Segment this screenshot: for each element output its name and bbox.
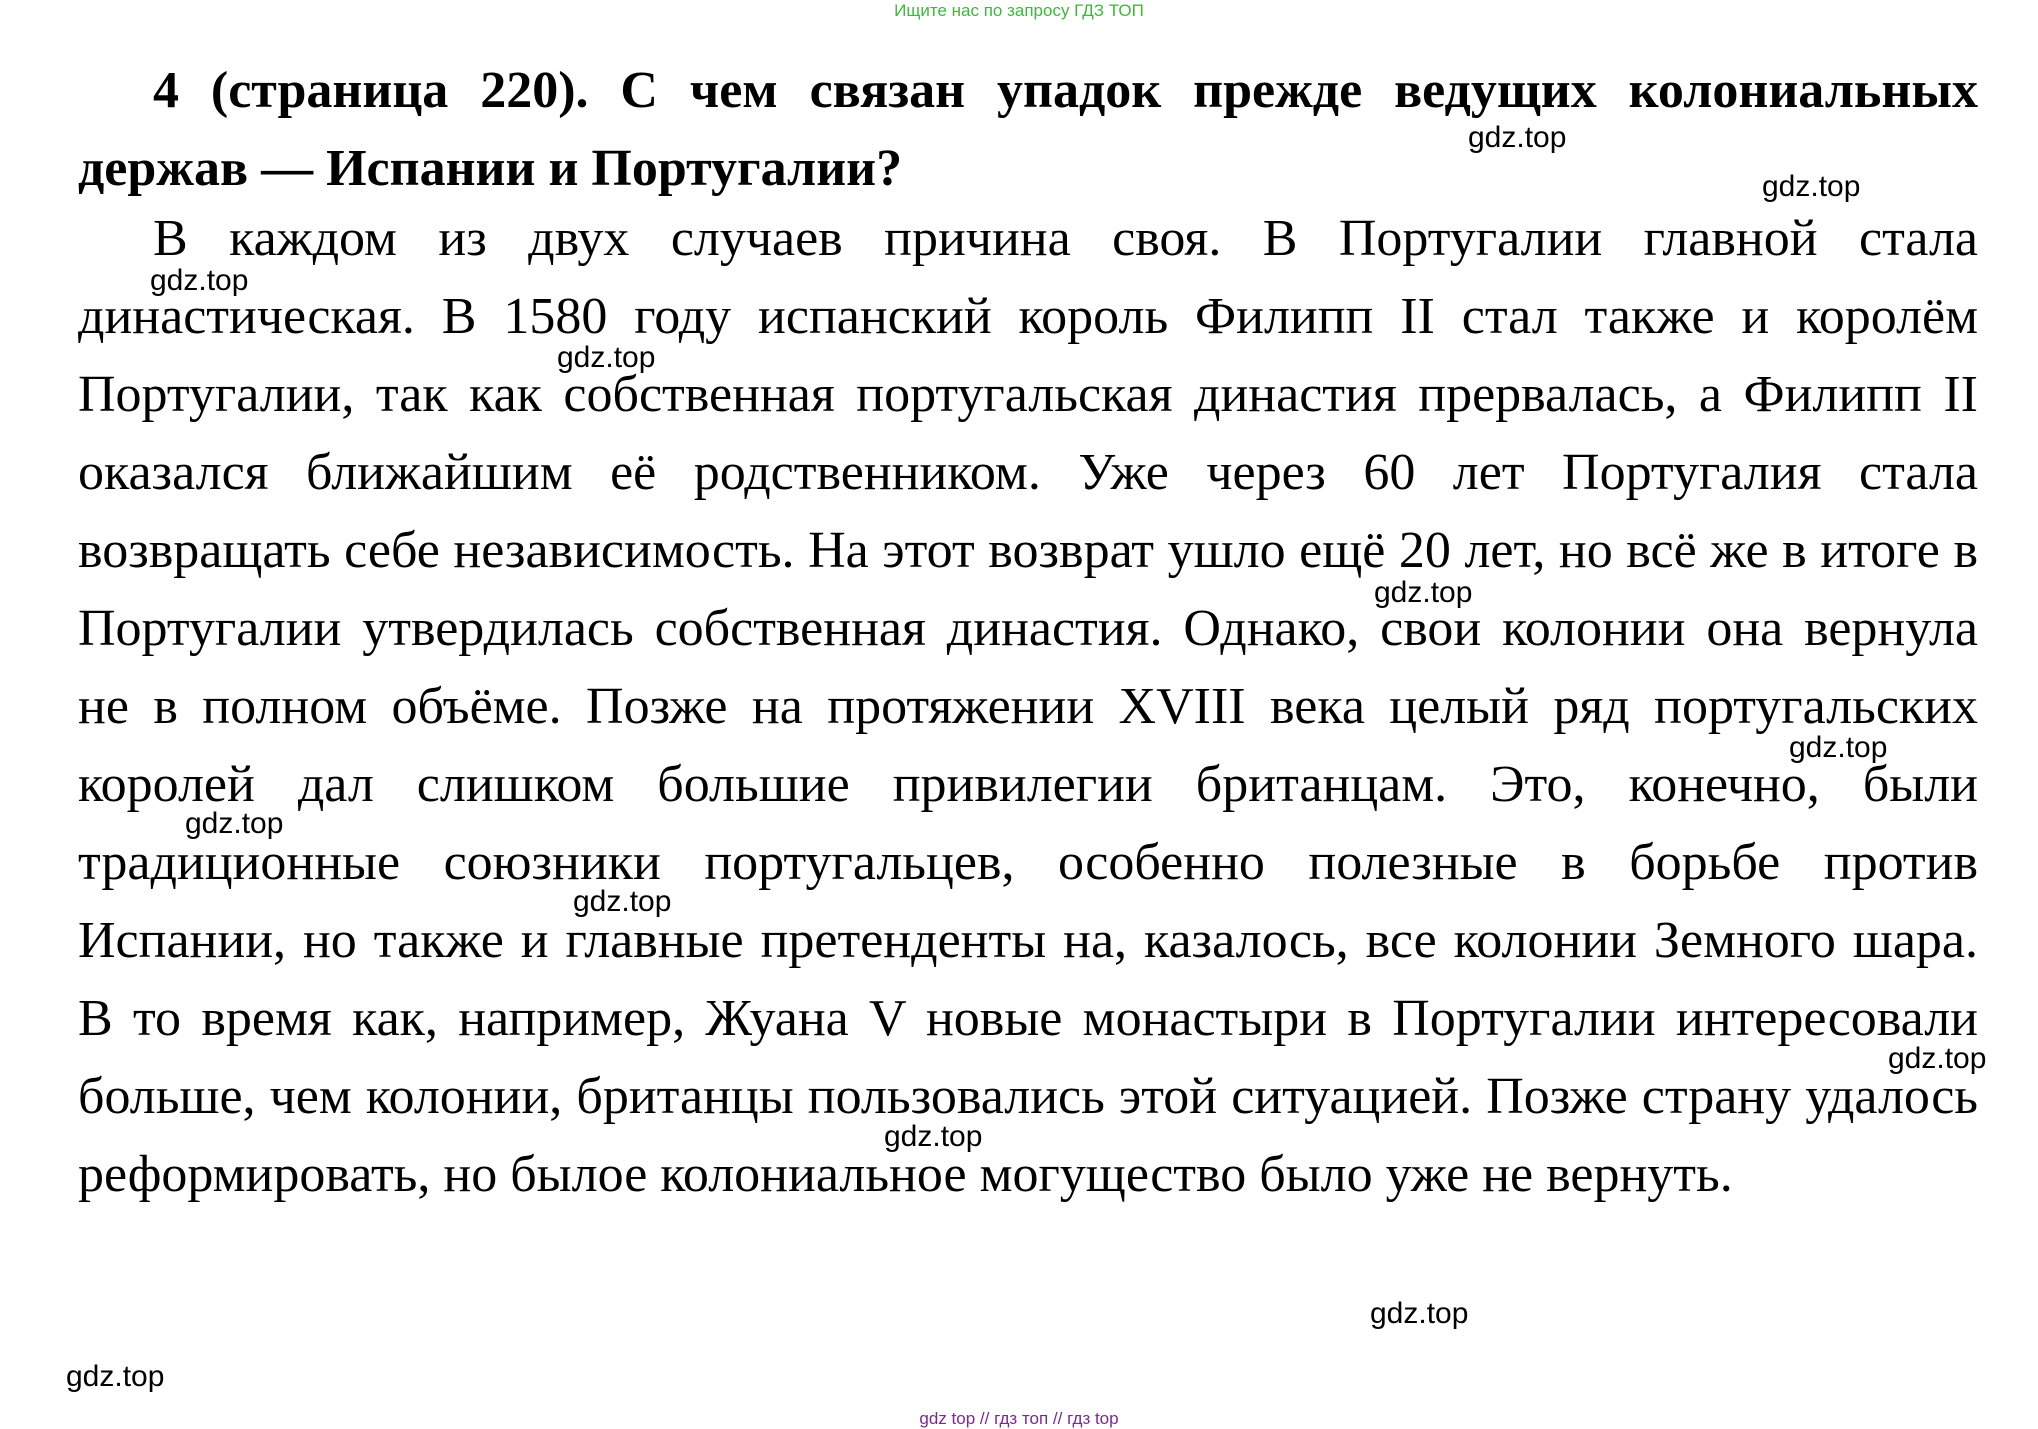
- watermark: gdz.top: [150, 264, 249, 297]
- answer-text: В каждом из двух случаев причина своя. В Португалии главной стала династическая. В 1580 году испанский король Филипп II стал также и королём Португалии, так как собственная португальская династия прервалась, а Филипп II оказался ближайшим её родственником. Уже через 60 лет Португалия стала возвращать себе независимость. На этот возврат ушло ещё 20 лет, но всё же в итоге в Португалии утвердилась собственная династия. Однако, свои колонии она вернула не в полном объёме. Позже на протяжении XVIII века целый ряд португальских королей дал слишком большие привилегии британцам. Это, конечно, были традиционные союзники португальцев, особенно полезные в борьбе против Испании, но также и главные претенденты на, казалось, все колонии Земного шара. В то время как, например, Жуана V новые монастыри в Португалии интересовали больше, чем колонии, британцы пользовались этой ситуацией. Позже страну удалось реформировать, но былое колониальное могущество было уже не вернуть.: [78, 210, 1978, 1203]
- watermark: gdz.top: [1789, 731, 1888, 764]
- top-banner: Ищите нас по запросу ГДЗ ТОП: [894, 1, 1144, 20]
- watermark: gdz.top: [884, 1120, 983, 1153]
- footer-watermark: gdz top // гдз топ // гдз top: [919, 1409, 1119, 1428]
- watermark: gdz.top: [557, 341, 656, 374]
- question-heading: 4 (страница 220). С чем связан упадок прежде ведущих колониальных держав — Испании и Португалии?: [78, 62, 1978, 197]
- watermark: gdz.top: [66, 1360, 165, 1393]
- watermark: gdz.top: [1888, 1042, 1987, 1075]
- watermark: gdz.top: [1468, 121, 1567, 154]
- watermark: gdz.top: [1762, 170, 1861, 203]
- watermark: gdz.top: [1370, 1297, 1469, 1330]
- watermark: gdz.top: [185, 807, 284, 840]
- watermark: gdz.top: [1374, 576, 1473, 609]
- watermark: gdz.top: [573, 885, 672, 918]
